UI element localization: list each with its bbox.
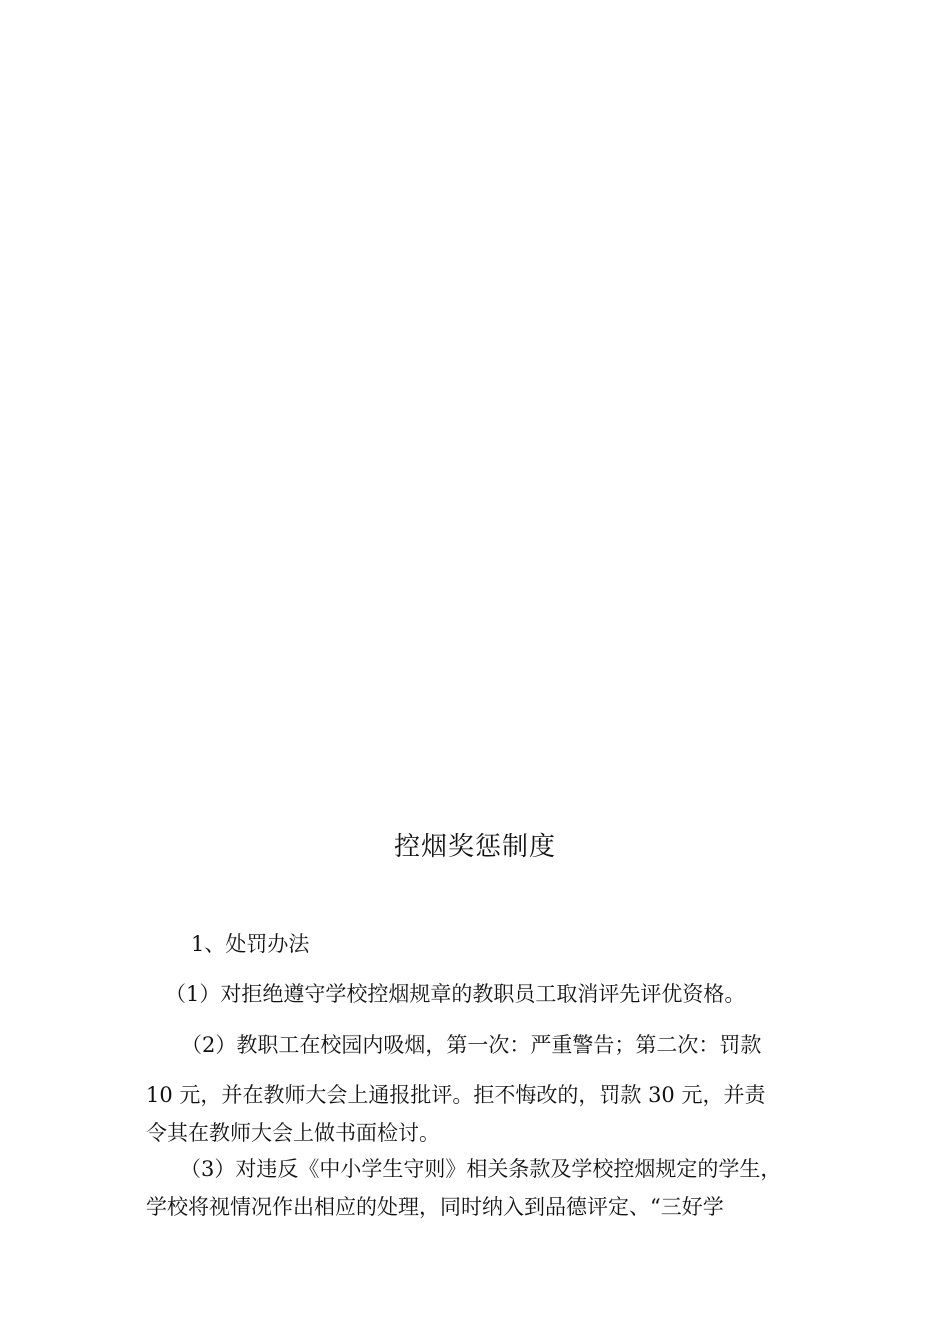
paragraph-line: （1）对拒绝遵守学校控烟规章的教职员工取消评先评优资格。 [165, 982, 746, 1006]
document-title: 控烟奖惩制度 [393, 832, 556, 862]
paragraph-line: 令其在教师大会上做书面检讨。 [146, 1121, 440, 1145]
section-heading-penalties: 1、处罚办法 [191, 932, 310, 956]
paragraph-line: 10 元，并在教师大会上通报批评。拒不悔改的，罚款 30 元，并责 [146, 1083, 766, 1107]
paragraph-line: 学校将视情况作出相应的处理，同时纳入到品德评定、“三好学 [146, 1195, 724, 1219]
paragraph-line: （3）对违反《中小学生守则》相关条款及学校控烟规定的学生， [180, 1157, 782, 1181]
paragraph-line: （2）教职工在校园内吸烟，第一次：严重警告；第二次：罚款 [181, 1033, 762, 1057]
